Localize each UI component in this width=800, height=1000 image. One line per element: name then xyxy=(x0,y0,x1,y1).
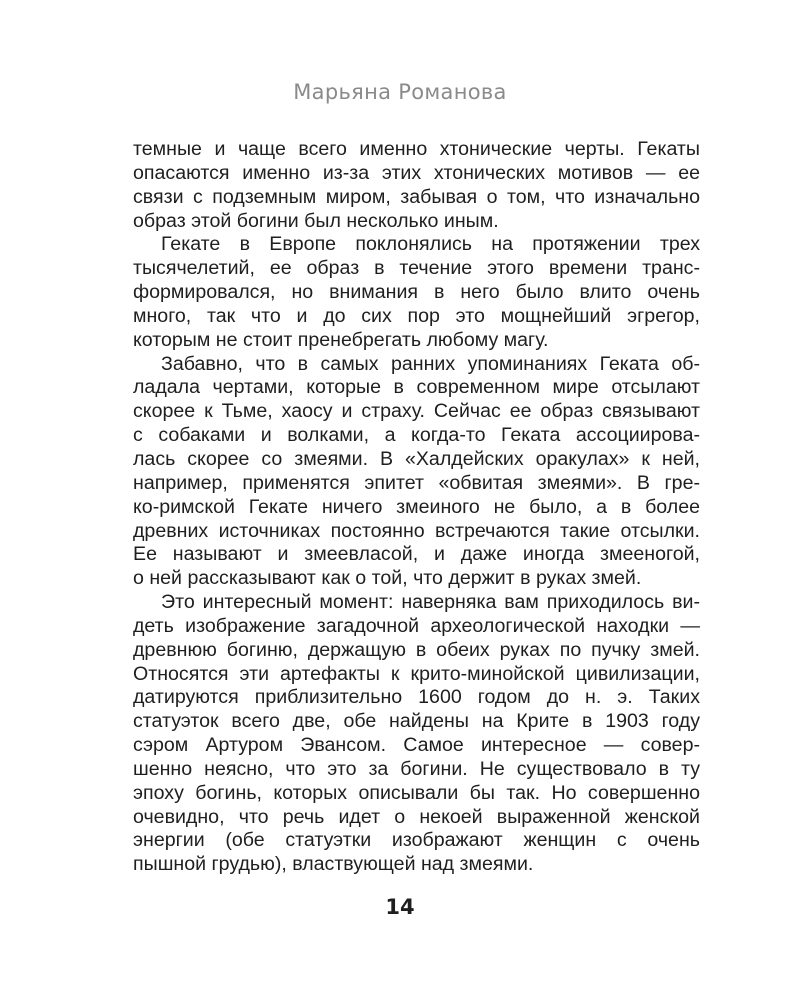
text-line: темные и чаще всего именно хтонические черты. Гекаты xyxy=(133,138,700,160)
text-line: Забавно, что в самых ранних упоминаниях Геката об- xyxy=(161,352,700,375)
text-line: с собаками и волками, а когда-то Геката ассоциирова- xyxy=(133,424,700,447)
text-line: ко-римской Гекате ничего змеиного не было, а в более xyxy=(133,495,700,518)
text-line: очевидно, что речь идет о некоей выраженной женской xyxy=(133,805,700,828)
text-line: энергии (обе статуэтки изображают женщин с очень xyxy=(133,829,700,852)
text-line: статуэток всего две, обе найдены на Крите в 1903 году xyxy=(133,710,700,733)
text-line: о ней рассказывают как о той, что держит в руках змей. xyxy=(133,567,642,590)
text-line: скорее к Тьме, хаосу и страху. Сейчас ее образ связывают xyxy=(133,400,700,423)
text-line: деть изображение загадочной археологической находки — xyxy=(133,614,700,637)
text-line: опасаются именно из-за этих хтонических мотивов — ее xyxy=(133,161,700,184)
text-line: лась скорее со змеями. В «Халдейских оракулах» к ней, xyxy=(133,447,700,470)
text-line: сэром Артуром Эвансом. Самое интересное — совер- xyxy=(133,734,700,757)
page-number: 14 xyxy=(385,895,415,919)
text-line: связи с подземным миром, забывая о том, что изначально xyxy=(133,185,700,208)
text-line: которым не стоит пренебрегать любому магу. xyxy=(133,328,549,351)
text-line: ладала чертами, которые в современном мире отсылают xyxy=(133,376,700,399)
text-line: тысячелетий, ее образ в течение этого времени транс- xyxy=(133,257,700,280)
text-line: образ этой богини был несколько иным. xyxy=(133,209,499,232)
body-text xyxy=(133,138,700,877)
text-line: Гекате в Европе поклонялись на протяжении трех xyxy=(161,233,700,256)
running-head-author: Марьяна Романова xyxy=(293,80,507,104)
text-line: датируются приблизительно 1600 годом до н. э. Таких xyxy=(133,686,700,709)
text-line: древнюю богиню, держащую в обеих руках по пучку змей. xyxy=(133,638,700,661)
text-line: формировался, но внимания в него было влито очень xyxy=(133,281,700,304)
text-line: Относятся эти артефакты к крито-минойской цивилизации, xyxy=(133,662,700,685)
text-line: Это интересный момент: наверняка вам приходилось ви- xyxy=(161,591,700,614)
text-line: много, так что и до сих пор это мощнейший эгрегор, xyxy=(133,304,700,327)
text-line: например, применятся эпитет «обвитая змеями». В гре- xyxy=(133,471,700,494)
text-line: шенно неясно, что это за богини. Не существовало в ту xyxy=(133,757,700,780)
text-line: древних источниках постоянно встречаются такие отсылки. xyxy=(133,519,700,542)
text-line: Ее называют и змеевласой, и даже иногда змееногой, xyxy=(133,543,700,566)
text-line: пышной грудью), властвующей над змеями. xyxy=(133,853,534,876)
text-line: эпоху богинь, которых описывали бы так. Но совершенно xyxy=(133,781,700,804)
